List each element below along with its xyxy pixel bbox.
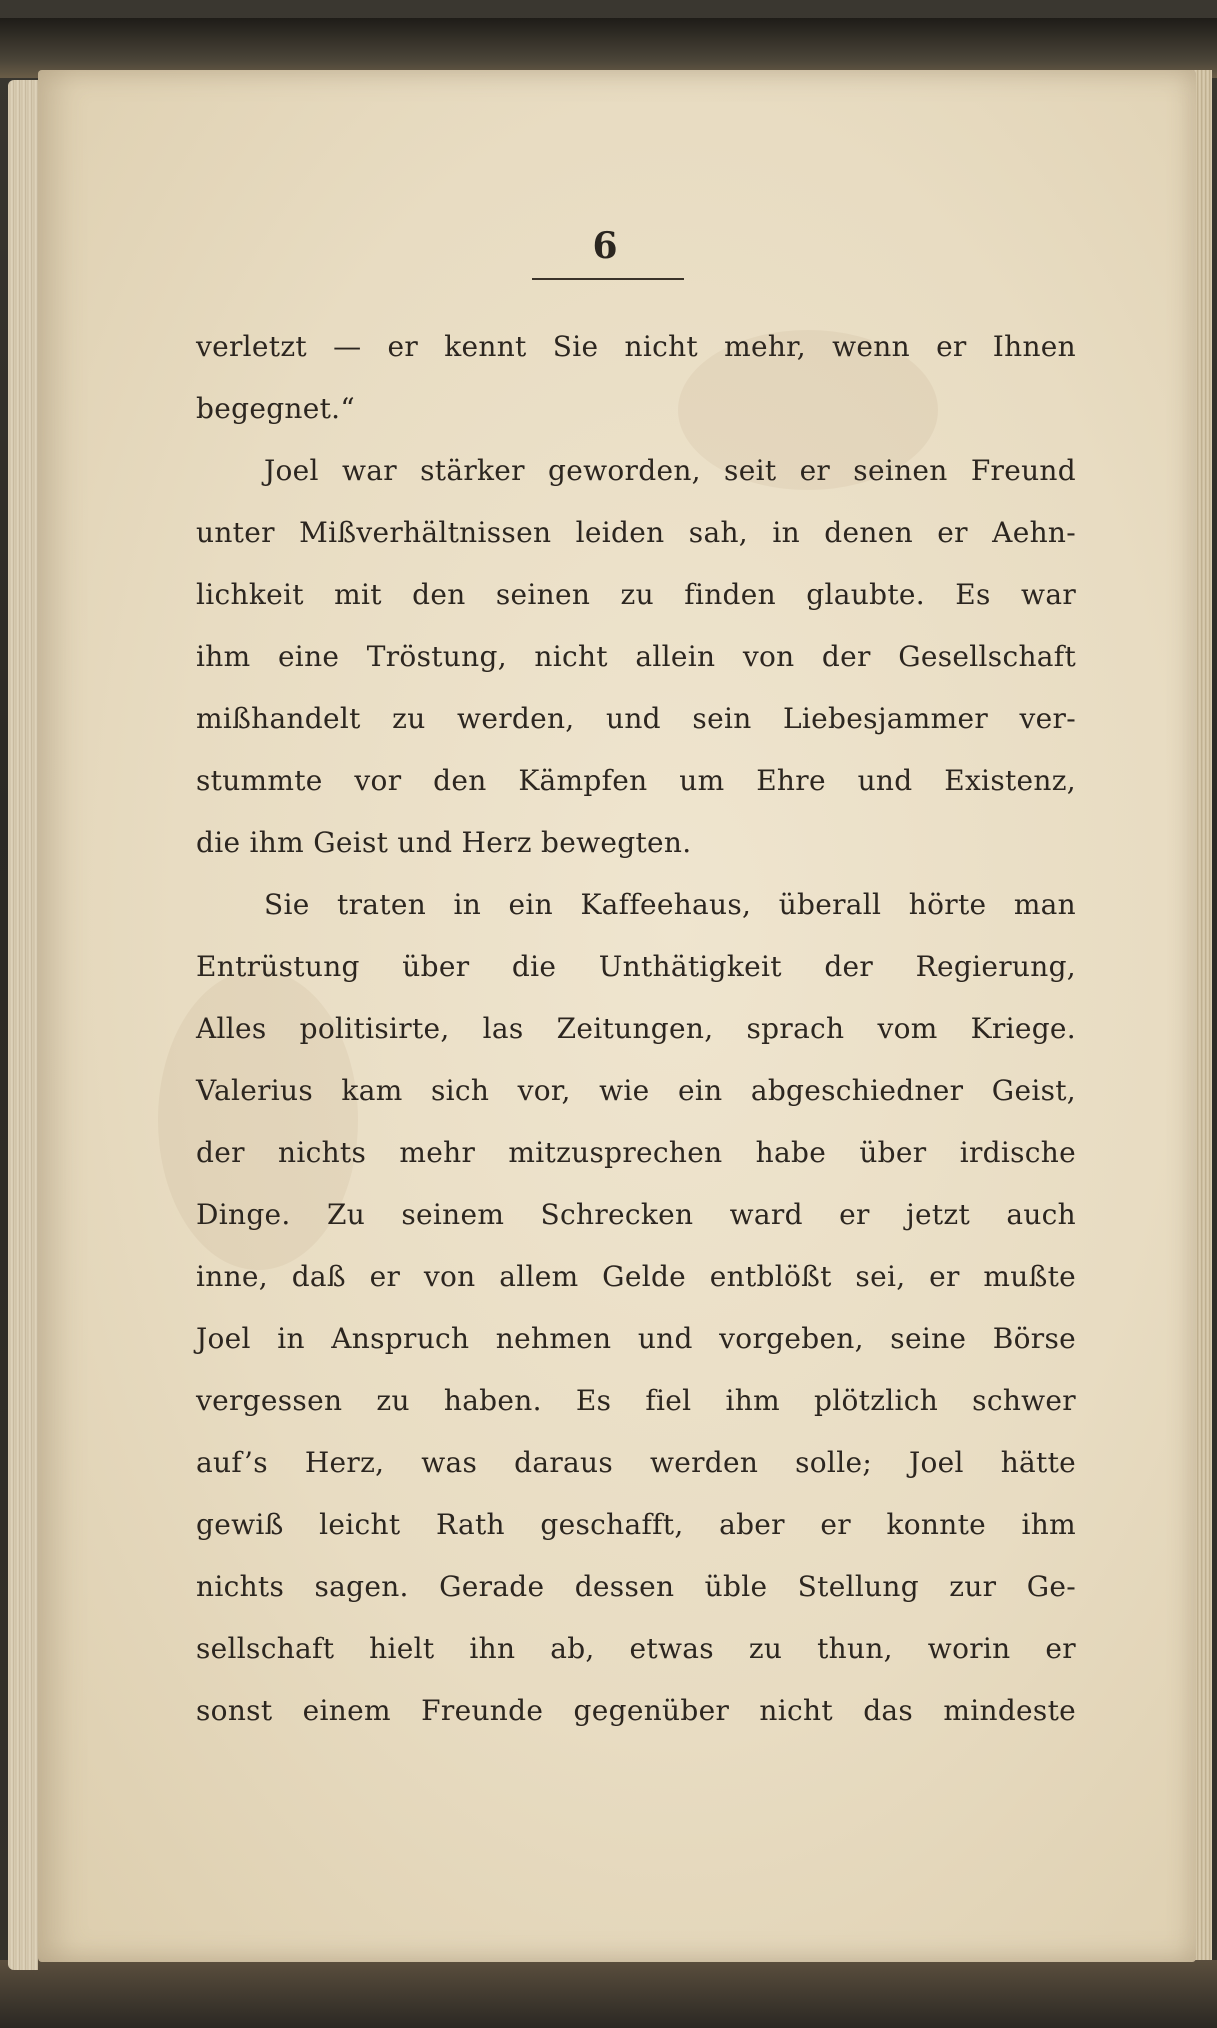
text-line: mißhandelt zu werden, und sein Liebesjammer ver- — [196, 702, 1076, 735]
text-line: ihm eine Tröstung, nicht allein von der Gesellschaft — [196, 640, 1076, 673]
text-line: unter Mißverhältnissen leiden sah, in denen er Aehn- — [196, 516, 1076, 549]
text-line: lichkeit mit den seinen zu finden glaubte. Es war — [196, 578, 1076, 611]
text-line: die ihm Geist und Herz bewegten. — [196, 826, 692, 859]
text-line: sonst einem Freunde gegenüber nicht das mindeste — [196, 1694, 1076, 1727]
text-line: Valerius kam sich vor, wie ein abgeschiedner Geist, — [196, 1074, 1076, 1107]
text-line: Joel in Anspruch nehmen und vorgeben, seine Börse — [196, 1322, 1076, 1355]
text-line: gewiß leicht Rath geschafft, aber er konnte ihm — [196, 1508, 1076, 1541]
text-line: stummte vor den Kämpfen um Ehre und Existenz, — [196, 764, 1076, 797]
text-line: Dinge. Zu seinem Schrecken ward er jetzt auch — [196, 1198, 1076, 1231]
page-number-rule — [532, 278, 684, 280]
text-line: Alles politisirte, las Zeitungen, sprach vom Kriege. — [196, 1012, 1076, 1045]
cover-bottom-edge — [0, 1960, 1217, 2028]
text-line: auf’s Herz, was daraus werden solle; Joel hätte — [196, 1446, 1076, 1479]
text-line: nichts sagen. Gerade dessen üble Stellung zur Ge- — [196, 1570, 1076, 1603]
text-line: Joel war stärker geworden, seit er seinen Freund — [264, 454, 1076, 487]
text-line: Entrüstung über die Unthätigkeit der Regierung, — [196, 950, 1076, 983]
text-line: verletzt — er kennt Sie nicht mehr, wenn er Ihnen — [196, 330, 1076, 363]
text-line: der nichts mehr mitzusprechen habe über irdische — [196, 1136, 1076, 1169]
text-line: sellschaft hielt ihn ab, etwas zu thun, worin er — [196, 1632, 1076, 1665]
page-number: 6 — [592, 225, 618, 267]
text-line: Sie traten in ein Kaffeehaus, überall hörte man — [264, 888, 1076, 921]
page-stack-left — [8, 80, 38, 1970]
text-line: inne, daß er von allem Gelde entblößt sei, er mußte — [196, 1260, 1076, 1293]
text-line: vergessen zu haben. Es fiel ihm plötzlich schwer — [196, 1384, 1076, 1417]
cover-top-edge — [0, 18, 1217, 78]
text-line: begegnet.“ — [196, 392, 355, 425]
